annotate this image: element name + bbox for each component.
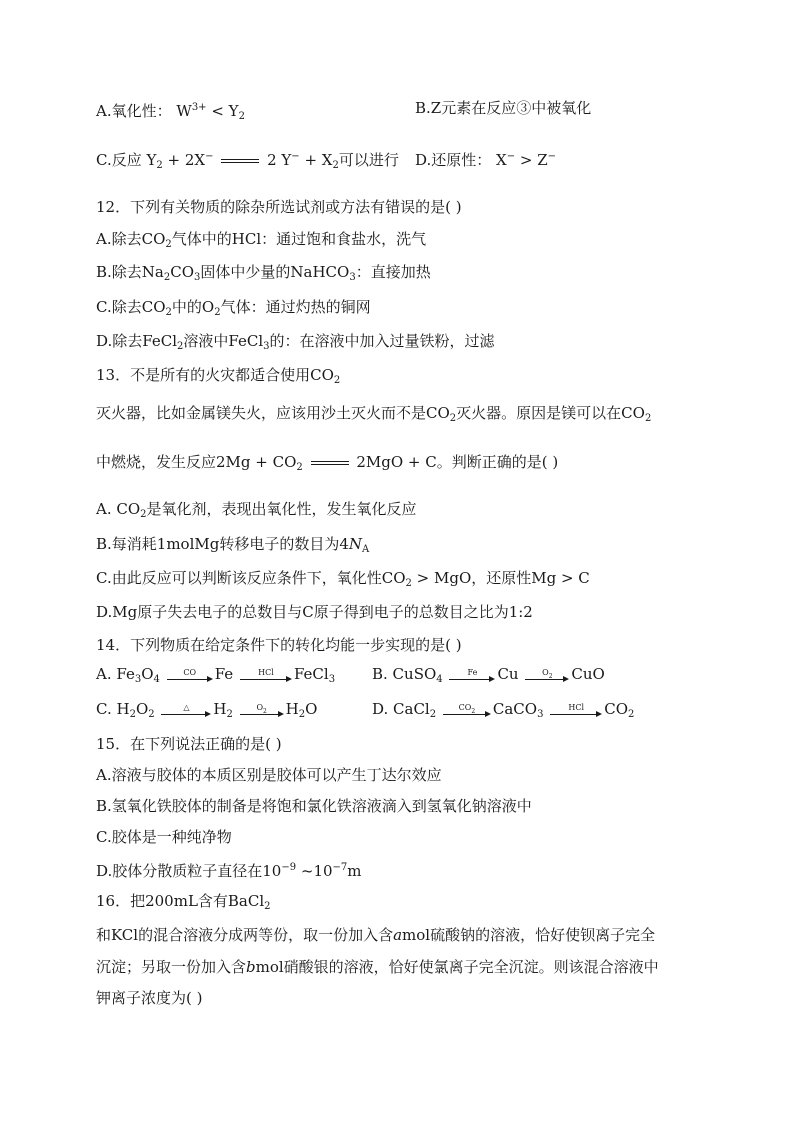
q14-d-p2: CO	[604, 700, 629, 718]
q14-c-s4: 2	[298, 709, 306, 720]
q13-stem-line2	[96, 402, 651, 430]
q14-c-pre: C. H	[96, 700, 130, 718]
q14-a-pre: A. Fe	[96, 665, 135, 683]
q12-b-mid: CO	[170, 263, 195, 281]
q15-option-d	[96, 857, 362, 882]
q11-a-wsup: 3+	[191, 102, 207, 113]
q14-d-cond1: CO	[458, 702, 472, 712]
q14-c-cond2-sub: 2	[263, 707, 267, 715]
q12-c-post: 气体：通过灼热的铜网	[220, 298, 371, 316]
q12-b-pre: B.除去Na	[96, 263, 164, 281]
q12-a-sub: 2	[165, 239, 172, 250]
q16-var-a: a	[393, 926, 403, 944]
q11-option-b	[415, 97, 591, 119]
q14-c-o: O	[135, 700, 149, 718]
q11-c-sub1: 2	[156, 160, 163, 171]
q13-b-n: N	[348, 535, 363, 553]
q14-a-cond1: CO	[183, 667, 197, 677]
q14-c-s3: 2	[226, 709, 233, 720]
q13-s4: 2	[296, 462, 303, 473]
q11-c-minus2: −	[291, 151, 300, 162]
q16-var-b: b	[246, 958, 256, 976]
q14-b-cond1: Fe	[467, 667, 478, 677]
q12-option-c	[96, 296, 371, 324]
q15-d-e1: −9	[281, 862, 297, 873]
q13-stem2a: 灭火器，比如金属镁失火，应该用沙土灭火而不是CO	[96, 404, 450, 422]
q11-c-minus1: −	[205, 151, 214, 162]
q13-stem3b: 2MgO + C	[356, 453, 437, 471]
q16-s1: 2	[264, 901, 271, 912]
q14-option-c	[96, 698, 317, 726]
q15-option-c: C.胶体是一种纯净物	[96, 828, 232, 846]
q12-c-s2: 2	[214, 307, 221, 318]
q12-d-s1: 2	[177, 341, 184, 352]
q13-s2: 2	[449, 413, 457, 424]
q12-d-post: 的：在溶液中加入过量铁粉，过滤	[269, 332, 495, 350]
q14-d-cond2: HCl	[568, 702, 585, 712]
q12-d-mid: 溶液中FeCl	[183, 332, 264, 350]
q11-d-pre: D.还原性：	[415, 151, 492, 169]
q14-a-s2: 4	[153, 674, 160, 685]
reaction-arrow-icon	[443, 703, 491, 718]
q14-a-cond2: HCl	[258, 667, 274, 677]
q13-stem2b: 灭火器。原因是镁可以在CO	[456, 404, 645, 422]
q13-c-sub: 2	[405, 578, 412, 589]
q15-d-mid: ~10	[296, 862, 333, 880]
q14-d-s2: 3	[537, 709, 544, 720]
q15-option-b: B.氢氧化铁胶体的制备是将饱和氯化铁溶液滴入到氢氧化钠溶液中	[96, 797, 532, 815]
q13-stem1: 13．不是所有的火灾都适合使用CO	[96, 366, 334, 384]
q14-d-cond1-sub: 2	[471, 707, 476, 715]
q12-d-s2: 3	[263, 341, 270, 352]
q15-stem: 15．在下列说法正确的是( )	[96, 735, 282, 753]
q11-d-m1: −	[506, 151, 516, 162]
q13-option-c	[96, 567, 590, 595]
q13-a-post: 是氧化剂，表现出氧化性，发生氧化反应	[146, 500, 417, 518]
q11-option-c	[96, 146, 399, 177]
reaction-arrow-icon	[449, 668, 495, 683]
q16-line2a: 和KCl的混合溶液分成两等份，取一份加入含	[96, 926, 394, 944]
q14-b-cond2-sub: 2	[548, 672, 553, 680]
q14-b-p1: Cu	[497, 665, 519, 683]
q16-stem-line2	[96, 924, 655, 946]
q12-c-mid: 中的O	[171, 298, 215, 316]
q14-c-s1: 2	[129, 709, 136, 720]
q11-b-text: B.Z元素在反应③中被氧化	[415, 99, 592, 117]
reaction-arrow-icon	[167, 668, 213, 683]
q12-b-mid2: 固体中少量的NaHCO	[200, 263, 350, 281]
reaction-arrow-icon	[550, 703, 602, 718]
q14-option-a	[96, 663, 335, 691]
q15-d-post: m	[347, 862, 362, 880]
q14-b-p2: CuO	[571, 665, 605, 683]
q14-d-s3: 2	[628, 709, 635, 720]
reaction-equals-sign	[311, 461, 349, 465]
q12-b-s2: 3	[194, 272, 201, 283]
q14-a-s3: 3	[328, 674, 336, 685]
q12-b-post: ：直接加热	[355, 263, 431, 281]
q14-option-b	[372, 663, 605, 691]
q11-option-d	[415, 146, 556, 171]
q14-d-s1: 2	[429, 709, 437, 720]
q13-c-pre: C.由此反应可以判断该反应条件下，氧化性CO	[96, 569, 406, 587]
q14-a-o: O	[141, 665, 154, 683]
q11-c-pre: C.反应	[96, 151, 142, 169]
q16-line3a: 沉淀；另取一份加入含	[96, 958, 247, 976]
q12-b-s1: 2	[163, 272, 171, 283]
q12-option-a	[96, 228, 426, 256]
q14-c-cond2: O	[256, 702, 264, 712]
reaction-arrow-icon	[525, 668, 569, 683]
q14-b-cond2: O	[542, 667, 549, 677]
q14-c-cond1: △	[183, 702, 190, 712]
q14-stem: 14．下列物质在给定条件下的转化均能一步实现的是( )	[96, 636, 462, 654]
q11-c-y: Y	[146, 151, 157, 169]
q11-c-sub2: 2	[332, 160, 339, 171]
q13-stem3a: 中燃烧，发生反应2Mg + CO	[96, 453, 297, 471]
q14-c-p1: H	[213, 700, 227, 718]
q11-d-x: X	[496, 151, 507, 169]
reaction-equals-sign	[221, 159, 259, 163]
q12-a-pre: A.除去CO	[96, 230, 166, 248]
q11-c-plusx: + X	[299, 151, 333, 169]
q15-d-pre: D.胶体分散质粒子直径在10	[96, 862, 282, 880]
q11-d-gt: > Z	[515, 151, 548, 169]
q13-stem3c: 。判断正确的是( )	[436, 453, 559, 471]
q13-b-sub: A	[362, 544, 370, 555]
q13-a-sub: 2	[140, 509, 147, 520]
q13-stem-line1	[96, 364, 340, 392]
q14-option-d	[372, 698, 634, 726]
q14-a-p2: FeCl	[293, 665, 329, 683]
q11-d-m2: −	[547, 151, 557, 162]
q14-b-pre: B. CuSO	[372, 665, 437, 683]
q11-c-prod: 2 Y	[267, 151, 292, 169]
q11-c-post: 可以进行	[338, 151, 399, 169]
q11-a-sub: 2	[238, 111, 245, 122]
q16-line3b: mol硝酸银的溶液，恰好使氯离子完全沉淀。则该混合溶液中	[255, 958, 659, 976]
q13-a-pre: A. CO	[96, 500, 141, 518]
q11-a-rel: < Y	[206, 102, 239, 120]
reaction-arrow-icon	[240, 703, 284, 718]
q16-stem-line3	[96, 956, 659, 978]
q14-d-pre: D. CaCl	[372, 700, 430, 718]
q14-c-p2: H	[285, 700, 299, 718]
q16-stem1: 16．把200mL含有BaCl	[96, 892, 265, 910]
q13-option-a	[96, 498, 417, 526]
q16-stem-line4: 钾离子浓度为( )	[96, 989, 203, 1007]
q12-option-b	[96, 261, 431, 289]
q12-c-s1: 2	[165, 307, 172, 318]
q15-option-a: A.溶液与胶体的本质区别是胶体可以产生丁达尔效应	[96, 766, 442, 784]
q11-a-label: A.氧化性：	[96, 102, 172, 120]
q12-b-s3: 3	[349, 272, 356, 283]
q13-s3: 2	[644, 413, 652, 424]
q14-d-p1: CaCO	[492, 700, 538, 718]
q14-b-s1: 4	[436, 674, 443, 685]
q14-a-s1: 3	[134, 674, 142, 685]
q13-s1: 2	[333, 375, 341, 386]
q16-line2b: mol硫酸钠的溶液，恰好使钡离子完全	[402, 926, 656, 944]
q13-c-post: > MgO，还原性Mg > C	[411, 569, 590, 587]
q13-stem-line3	[96, 451, 558, 479]
q12-c-pre: C.除去CO	[96, 298, 166, 316]
q16-stem-line1	[96, 890, 271, 918]
q14-c-s2: 2	[148, 709, 155, 720]
q12-a-post: 气体中的HCl：通过饱和食盐水，洗气	[171, 230, 427, 248]
q13-option-b	[96, 533, 369, 561]
q14-c-p2b: O	[305, 700, 318, 718]
q12-stem: 12．下列有关物质的除杂所选试剂或方法有错误的是( )	[96, 198, 462, 216]
q14-a-p1: Fe	[214, 665, 234, 683]
q13-option-d: D.Mg原子失去电子的总数目与C原子得到电子的总数目之比为1:2	[96, 603, 533, 621]
reaction-arrow-icon	[161, 703, 211, 718]
q12-option-d	[96, 330, 495, 358]
reaction-arrow-icon	[240, 668, 292, 683]
q11-a-w: W	[176, 102, 192, 120]
q13-b-pre: B.每消耗1molMg转移电子的数目为4	[96, 535, 349, 553]
q12-d-pre: D.除去FeCl	[96, 332, 177, 350]
q11-option-a	[96, 97, 245, 128]
q15-d-e2: −7	[332, 862, 348, 873]
q11-c-plus2x: + 2X	[162, 151, 206, 169]
